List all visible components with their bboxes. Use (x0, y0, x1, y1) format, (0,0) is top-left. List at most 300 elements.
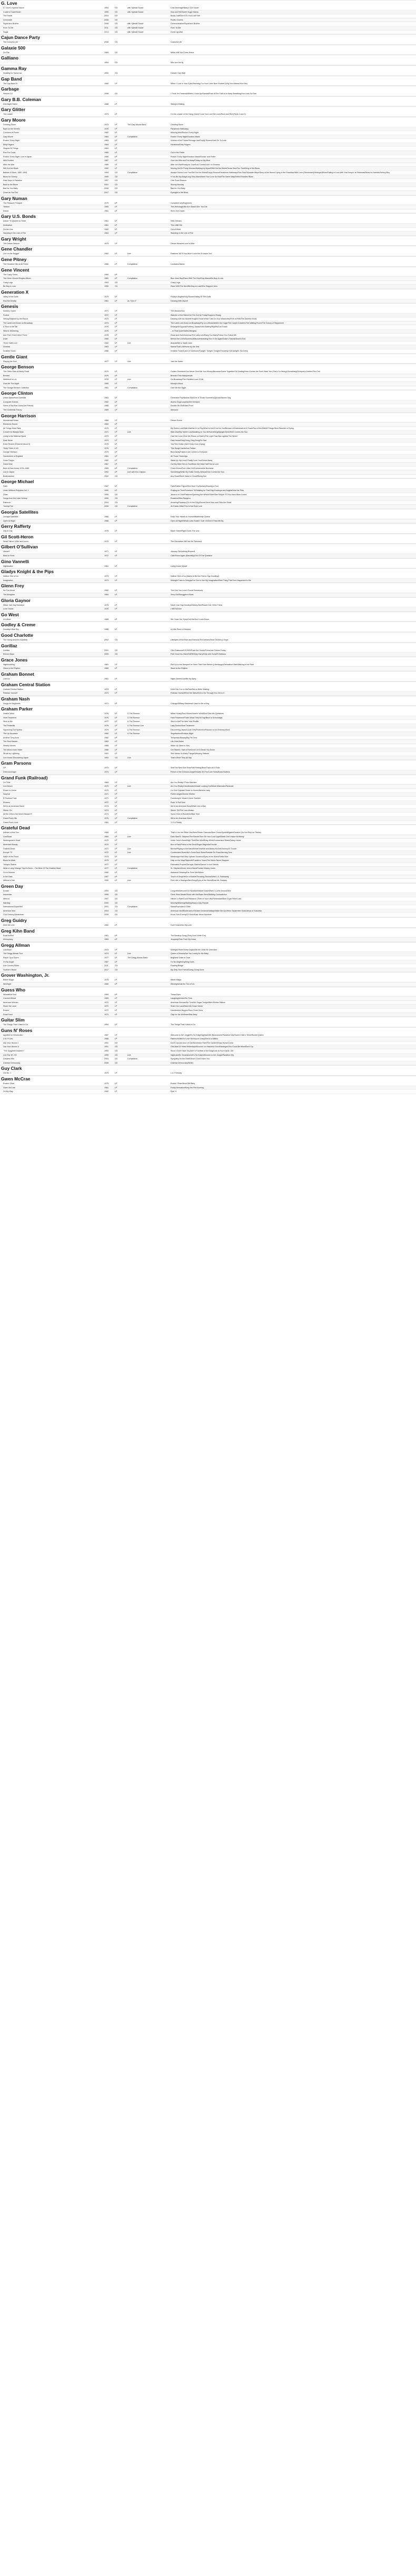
album-tracks: Know Your Enemy/21 Guns/East Jesus Nowhere (171, 914, 212, 916)
album-format: LP (115, 206, 117, 208)
album-year: 1974 (104, 692, 108, 695)
album-note: Compilation (127, 906, 137, 908)
album-title: Best of Dark Horse 1976–1989 (3, 467, 29, 469)
album-tracks: Parisienne Walkways (171, 127, 189, 130)
artist-heading: Gap Band (0, 76, 416, 82)
artist-section (0, 987, 416, 1017)
album-list (0, 993, 416, 1017)
album-year: 1966 (104, 263, 108, 265)
album-row (0, 1001, 416, 1005)
album-year: 1976 (104, 374, 108, 377)
artist-section (0, 76, 416, 86)
album-list (0, 252, 416, 256)
album-list (0, 540, 416, 544)
album-note (126, 752, 167, 756)
album-year: 1976 (104, 330, 108, 333)
album-note (126, 322, 167, 325)
album-tracks: Wah-Wah/My Sweet Lord/Awaiting on You All/Something/Bangla Desh/Here Comes the Sun (171, 431, 248, 434)
album-year: 1981 (104, 224, 108, 226)
album-row (0, 135, 416, 139)
album-year: 2007 (104, 192, 108, 194)
album-note: Compilation (127, 1058, 137, 1060)
album-title: Fixin' To Die (3, 26, 14, 29)
album-format: LP (115, 485, 117, 488)
album-format: CD (115, 1054, 118, 1056)
artist-section (0, 696, 416, 706)
album-row (0, 370, 416, 374)
album-year: 1994 (104, 889, 108, 892)
album-tracks: Breezin'/This Masquerade (171, 374, 193, 377)
album-row (0, 889, 416, 894)
album-note (126, 450, 167, 454)
album-title: Phoenix (3, 801, 10, 804)
artist-section (0, 825, 416, 883)
album-row (0, 893, 416, 897)
album-year: 1981 (104, 821, 108, 824)
album-tracks: Who are the fly (171, 62, 184, 64)
album-year: 1980 (104, 983, 108, 985)
album-year: 1972 (104, 801, 108, 804)
album-row (0, 334, 416, 338)
album-format: LP (115, 82, 117, 85)
album-note (126, 843, 167, 847)
album-note (126, 143, 167, 147)
album-title: Gorillaz (3, 649, 10, 651)
album-note (126, 329, 167, 333)
album-tracks: The Revolution Will Not Be Televised (171, 540, 202, 543)
album-format: LP (115, 540, 117, 543)
album-list (0, 948, 416, 973)
album-title: Wake of the Flood (3, 855, 19, 858)
album-note: Live (127, 756, 131, 759)
album-tracks: If You Be My Baby/Long Grey Mare/Need Your Love So Bad/The Same Way/Driftin'/Showbiz Blues (171, 175, 253, 178)
album-format: LP (115, 471, 117, 474)
album-row (0, 505, 416, 509)
album-title: Dirty Fingers (3, 143, 14, 146)
album-note: Live (127, 835, 131, 838)
album-format: LP (115, 1038, 117, 1040)
album-tracks: Temporary Beauty/Big Fat Zero (171, 736, 197, 739)
artist-heading: Guns N' Roses (0, 1027, 416, 1034)
album-format: LP (115, 463, 117, 466)
album-tracks: Get Started. Start a Fire/Don't Let It Break You Down (171, 748, 215, 751)
album-year: 1999 (104, 1054, 108, 1056)
album-row (0, 554, 416, 558)
album-row (0, 127, 416, 132)
album-year: 1969 (104, 423, 108, 426)
album-year: 1973 (104, 855, 108, 858)
album-note (126, 147, 167, 151)
album-row (0, 123, 416, 127)
album-title: Grateful Dead (3, 847, 15, 850)
album-tracks: The Breakup Song (They Don't Write 'Em) (171, 934, 206, 937)
album-row (0, 956, 416, 960)
album-list (0, 242, 416, 246)
album-title: Songs from the Last Century (3, 497, 27, 500)
album-row (0, 374, 416, 378)
album-row (0, 22, 416, 26)
album-note: Live (127, 360, 131, 363)
album-format: LP (115, 713, 117, 715)
album-row (0, 252, 416, 256)
album-year: 1971 (104, 431, 108, 434)
album-title: Release Yourself (3, 692, 17, 695)
artist-heading: Gerry Rafferty (0, 523, 416, 529)
album-row (0, 649, 416, 653)
artist-heading: Grateful Dead (0, 825, 416, 831)
album-note: & The Rumour (127, 713, 140, 715)
album-note (126, 459, 167, 463)
album-format: LP (115, 467, 117, 469)
album-year: 1987 (104, 875, 108, 878)
album-title: Electronic Sound (3, 423, 18, 426)
album-tracks: St. Stephen/Uncle John's Band/Truckin'/Casey Jones (171, 867, 215, 870)
album-title: The Crazy Times (3, 273, 18, 276)
album-format: LP (115, 277, 117, 280)
album-format: CD (115, 1046, 118, 1048)
artist-heading: Gloria Gaynor (0, 597, 416, 604)
album-row (0, 934, 416, 938)
album-row (0, 209, 416, 214)
album-year: 1971 (104, 793, 108, 796)
album-row (0, 450, 416, 455)
album-row (0, 909, 416, 914)
album-note: The Gary Moore Band (127, 123, 146, 126)
album-title: Standing in the Line of Fire (3, 232, 26, 235)
album-tracks: Bertha/Playing in the Band/Wharf Rat/Me and Bobby McGee/Johnny B. Goode (171, 847, 237, 850)
album-title: All the Girls in the World Beware!!! (3, 813, 32, 816)
album-note (126, 938, 167, 941)
album-format: LP (115, 835, 117, 838)
album-row (0, 905, 416, 909)
album-row (0, 809, 416, 813)
artist-heading: Godley & Creme (0, 622, 416, 628)
album-tracks: Feelin' Alright/Gimme Shelter (171, 793, 195, 796)
album-tracks: That's What They All Say (171, 756, 192, 759)
album-row (0, 171, 416, 175)
album-format: LP (115, 938, 117, 941)
artist-heading: Glenn Frey (0, 583, 416, 589)
album-year: 1974 (104, 1013, 108, 1016)
album-year: 1960 (104, 273, 108, 276)
album-title: Dedication (3, 224, 12, 226)
album-title: Somewhere in England (3, 455, 23, 457)
album-format: LP (115, 604, 117, 606)
album-note: Compilation (127, 135, 137, 138)
album-row (0, 785, 416, 789)
album-row (0, 638, 416, 643)
album-note (126, 1009, 167, 1013)
album-format: LP (115, 123, 117, 126)
album-year: 1991 (104, 753, 108, 755)
album-row (0, 242, 416, 246)
album-tracks: Never Can Say Goodbye/Honey Bee/Reach Out, I'll Be There (171, 604, 222, 606)
album-note (126, 889, 167, 893)
album-note (126, 618, 167, 622)
album-row (0, 205, 416, 209)
artist-section (0, 34, 416, 45)
album-format: LP (115, 1086, 117, 1089)
album-title: Give Me The Night (3, 383, 19, 385)
album-format: LP (115, 202, 117, 204)
album-tracks: Return of the Grievous Angel/Hearts On Fire/Love Hurts/Brass Buttons (171, 771, 230, 773)
album-tracks: Civil War/14 Years/Yesterdays/Knockin' on Heaven's Door/Estranged/You Could Be Mine/Don't Cry (171, 1046, 253, 1048)
album-year: 1981 (104, 565, 108, 567)
album-row (0, 103, 416, 107)
album-tracks: Blow Away/Faster/Love Comes to Everyone (171, 451, 207, 454)
album-note (126, 191, 167, 195)
album-title: Gwen McCrae (3, 1086, 15, 1089)
album-year: 1988 (104, 628, 108, 631)
album-format: LP (115, 318, 117, 320)
album-format: LP (115, 851, 117, 854)
album-tracks: American Idiot/Boulevard of Broken Dreams/Holiday/Wake Me Up When September Ends/Jesus of Suburbia (171, 909, 262, 912)
album-list (0, 575, 416, 583)
album-year: 1991 (104, 1046, 108, 1048)
artist-heading: Greg Kihn Band (0, 928, 416, 934)
album-row (0, 1037, 416, 1041)
album-tracks: Faith/Father Figure/One More Try/Monkey/Kissing a Fool (171, 485, 219, 488)
album-year: 1970 (104, 540, 108, 543)
album-row (0, 875, 416, 879)
album-format: LP (115, 253, 117, 255)
album-format: LP (115, 374, 117, 377)
artist-heading: Gary U.S. Bonds (0, 213, 416, 219)
album-title: Low Country Blues (3, 965, 19, 967)
album-year: 1997 (104, 898, 108, 900)
album-tracks: Dancing With Myself (171, 299, 188, 302)
album-title: GP (3, 767, 6, 769)
album-tracks: Rainbow '65/"If You Won't Love Me I'll Leave You" (171, 253, 213, 255)
album-tracks: American Woman/No Time/No Sugar Tonight/New Mother Nature (171, 1001, 225, 1004)
artist-heading: Cajun Dance Party (0, 34, 416, 41)
album-tracks: Nightrain/Mr. Brownstone/It's So Easy/Welcome to the Jungle/Paradise City (171, 1054, 234, 1056)
album-format: LP (115, 618, 117, 620)
album-note: Compilation (127, 277, 137, 280)
album-year: 1974 (104, 771, 108, 773)
album-row (0, 342, 416, 346)
album-row (0, 663, 416, 667)
album-row (0, 82, 416, 86)
album-row (0, 427, 416, 431)
album-tracks: I Think I'm Paranoid/When I Grow Up/Special/Push It/The Trick Is to Keep Breathing/You Look So Fine (171, 93, 256, 95)
album-year: 1978 (104, 725, 108, 727)
artist-section (0, 544, 416, 558)
album-title: Valley of the Dolls (3, 295, 18, 298)
album-note (126, 589, 167, 593)
album-format: LP (115, 163, 117, 166)
album-format: LP (115, 785, 117, 788)
album-tracks: Airbound (171, 408, 179, 411)
album-year: 1982 (104, 342, 108, 344)
album-list (0, 934, 416, 942)
artist-heading: Grace Jones (0, 657, 416, 663)
album-year: 1981 (104, 663, 108, 666)
album-format: CD (115, 1058, 118, 1060)
album-title: Back to the Blues (3, 183, 18, 186)
album-list (0, 263, 416, 267)
album-row (0, 913, 416, 917)
album-year: 1954 (104, 1024, 108, 1026)
album-year: 1982 (104, 132, 108, 134)
album-tracks: Are You Ready/Heartbreaker/Inside Looking Out/Mean Mistreater/Paranoid (171, 785, 234, 788)
album-tracks: Heat Treatment/That's What They All Say/Back to Schooldays (171, 716, 223, 719)
album-title (0, 61, 104, 65)
album-note: with Special Sauce (127, 7, 144, 9)
album-format: LP (115, 767, 117, 769)
album-row (0, 978, 416, 983)
album-note (126, 897, 167, 901)
album-title: Anthem of the Sun (3, 831, 19, 834)
album-row (0, 400, 416, 405)
album-note (126, 127, 167, 131)
album-row (0, 604, 416, 608)
album-row (0, 716, 416, 720)
album-row (0, 163, 416, 167)
album-note (126, 821, 167, 825)
album-row (0, 897, 416, 901)
album-note (126, 593, 167, 597)
album-year: 1971 (104, 310, 108, 313)
album-title: In the Dark (3, 875, 13, 878)
album-tracks: Neither One of Us (Wants to Be the First to Say Goodbye) (171, 575, 220, 578)
album-list (0, 924, 416, 928)
album-list (0, 565, 416, 569)
album-title: Live/Dead (3, 835, 12, 838)
album-note (126, 273, 167, 277)
album-note (126, 285, 167, 288)
album-format: LP (115, 139, 117, 142)
album-note: Compilation (127, 505, 137, 508)
album-note: Live (127, 953, 131, 955)
album-title: On My Way (3, 1090, 13, 1093)
album-year: 1973 (104, 948, 108, 951)
album-tracks: Queen of Hearts/Are You Lonely for Me Baby (171, 953, 209, 955)
album-note (126, 1045, 167, 1049)
album-note (126, 638, 167, 642)
album-title: Live Era '87–'93 (3, 1054, 17, 1056)
album-note (126, 901, 167, 905)
album-note (126, 859, 167, 863)
album-format: CD (115, 31, 118, 33)
album-row (0, 6, 416, 11)
album-title: Use Your Illusion II (3, 1046, 19, 1048)
album-year: 1981 (104, 934, 108, 937)
album-format: CD (115, 183, 118, 186)
album-format: LP (115, 519, 117, 522)
album-row (0, 579, 416, 583)
album-tracks: Golden Slumbers/You Never Give Me Your Money/Because/Come Together/Oh! Darling/Here Comes the Sun/I Want You (She's So Heavy)/Something/Octopus's Garden/The End (171, 370, 320, 373)
album-title: Rockin' (3, 1009, 9, 1011)
artist-heading: Gilbert O'Sullivan (0, 544, 416, 550)
album-title: Open All Night (3, 519, 15, 522)
album-row (0, 667, 416, 671)
album-list (0, 295, 416, 303)
album-tracks: Friday's Angels/King Rocker/Valley Of The Dolls (171, 295, 211, 298)
album-year: 2008 (104, 23, 108, 25)
album-tracks: Don't Cry/Live and Let Die/November Rain/The Garden/Dead Horse/Coma (171, 1041, 233, 1044)
album-row (0, 952, 416, 956)
album-title: Run For Cover (3, 152, 16, 154)
album-tracks: Help on the Way/Slipknot!/Franklin's Tower/The Music Never Stopped (171, 859, 229, 862)
album-note (126, 423, 167, 426)
album-format: LP (115, 1009, 117, 1011)
album-note (126, 875, 167, 879)
album-note (126, 345, 167, 349)
album-tracks: Slave to the Rhythm (171, 667, 188, 670)
artist-section (0, 657, 416, 671)
album-note: & The Rumour (127, 728, 140, 731)
album-year: 2011 (104, 26, 108, 29)
album-row (0, 131, 416, 135)
album-note (126, 242, 167, 246)
album-year: 1970 (104, 427, 108, 429)
album-tracks: New Orleans (171, 220, 182, 223)
album-note (126, 209, 167, 213)
album-tracks: Blue Jean Bop/Race With The Devil/Say Mama/Be-Bop-A-Lula (171, 277, 223, 280)
album-format: CD (115, 901, 118, 904)
album-tracks: Share the Land/Hand Me Down World (171, 1005, 203, 1008)
album-title: Old No. 1 (3, 1072, 12, 1075)
album-tracks: Estimated Prophet/Terrapin Station/Dancin' in the Streets (171, 863, 219, 866)
album-note: Compilation (127, 467, 137, 469)
album-tracks: Heaven Can Wait (171, 72, 186, 74)
album-title: Goodbye Blue Sky (3, 628, 19, 631)
album-row (0, 273, 416, 277)
album-title: Canned Wheat (3, 997, 16, 1000)
album-title: Howlin' Wind (3, 713, 14, 715)
album-format: LP (115, 1013, 117, 1016)
album-list (0, 677, 416, 681)
artist-section (0, 96, 416, 107)
album-year: 1988 (104, 103, 108, 105)
album-row (0, 1034, 416, 1038)
album-title: Weekend in L.A. (3, 378, 17, 381)
artist-section (0, 1076, 416, 1094)
album-format: LP (115, 530, 117, 533)
album-year: 2004 (104, 501, 108, 504)
album-title: Twenty Five (3, 505, 14, 508)
album-title: Dark Horse (3, 439, 13, 442)
album-format: LP (115, 330, 117, 333)
album-tracks: Some Kind of Wonderful/Bad Time (171, 813, 200, 816)
album-format: CD (115, 72, 118, 74)
album-tracks: Standing in the Line of Fire (171, 232, 193, 235)
album-title: Extra Texture (Read All About It) (3, 443, 31, 446)
album-year: 1978 (104, 530, 108, 533)
album-title: G. Love & Special Sauce (3, 7, 24, 9)
album-row (0, 61, 416, 65)
album-note (126, 175, 167, 179)
album-row (0, 497, 416, 501)
album-row (0, 801, 416, 805)
album-format: CD (115, 906, 118, 908)
album-tracks: Eyesight to the Blind (171, 192, 188, 194)
album-year: 1981 (104, 299, 108, 302)
album-row (0, 175, 416, 179)
album-format: LP (115, 103, 117, 105)
album-title: Sugar (3, 31, 8, 33)
album-tracks: Something/While My Guitar Gently Weeps/Here Comes the Sun (171, 471, 224, 474)
album-tracks: Are You Ready?/Time Machine (171, 781, 197, 784)
album-year: 2004 (104, 1058, 108, 1060)
album-title: The Colourful Life (3, 41, 18, 44)
album-note (126, 744, 167, 748)
album-tracks: Double Oh-Oh/Bullet Proof (171, 405, 193, 407)
artist-heading: Gamma Ray (0, 65, 416, 72)
album-note (126, 314, 167, 317)
album-note (126, 167, 167, 171)
